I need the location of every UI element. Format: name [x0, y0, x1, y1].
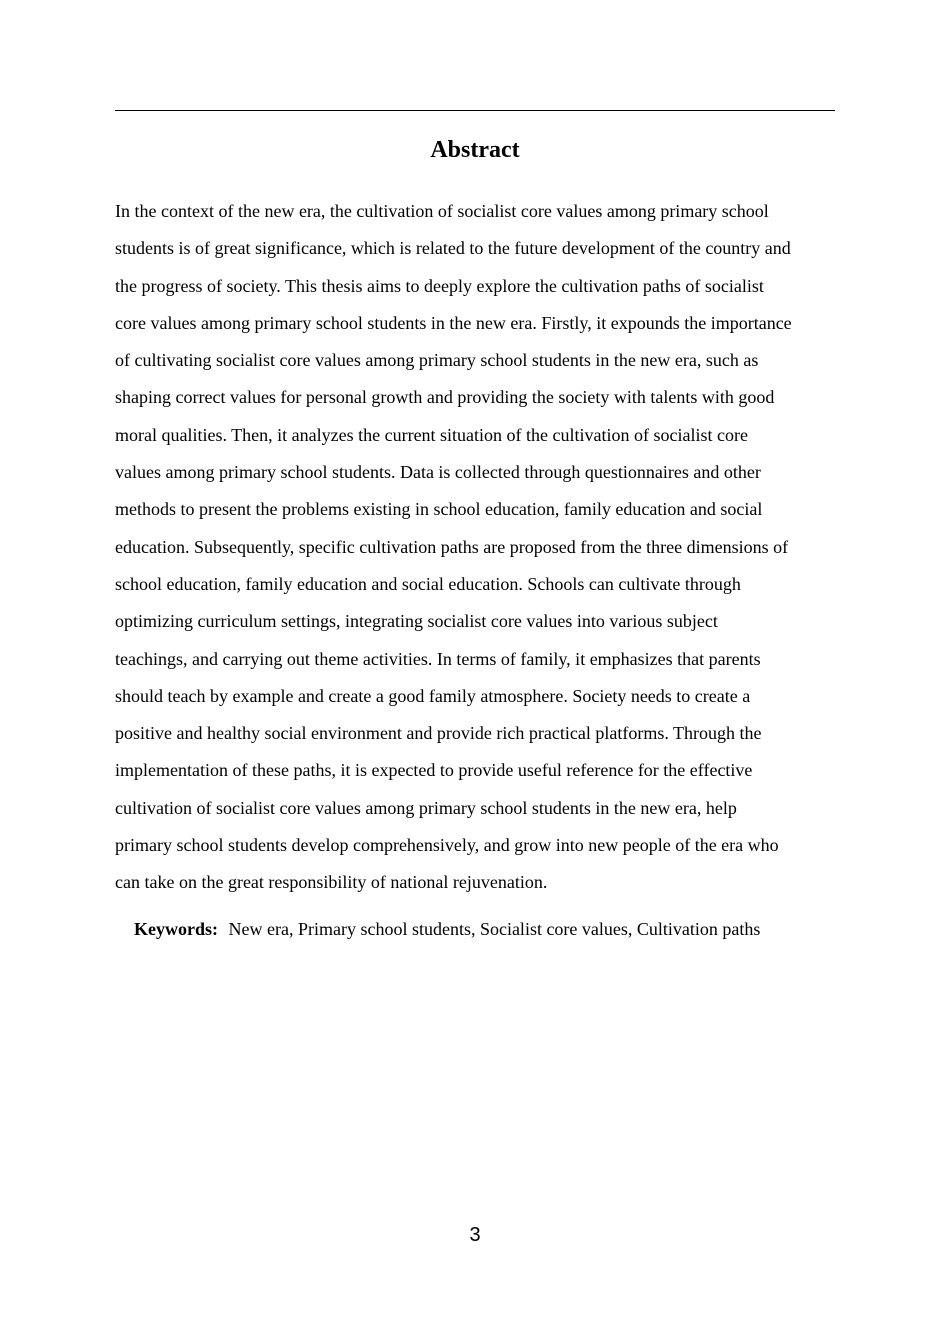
abstract-line: education. Subsequently, specific cultivation paths are proposed from the three dimensions of: [115, 536, 789, 557]
abstract-line: should teach by example and create a good family atmosphere. Society needs to create a: [115, 685, 751, 706]
abstract-line: students is of great significance, which is related to the future development of the country and: [115, 238, 791, 259]
abstract-line: cultivation of socialist core values among primary school students in the new era, help: [115, 797, 737, 818]
abstract-line: primary school students develop comprehensively, and grow into new people of the era who: [115, 835, 779, 856]
abstract-line: optimizing curriculum settings, integrating socialist core values into various subject: [115, 611, 718, 632]
abstract-line: positive and healthy social environment and provide rich practical platforms. Through the: [115, 723, 762, 744]
abstract-line: implementation of these paths, it is expected to provide useful reference for the effective: [115, 760, 753, 781]
header-rule: [115, 110, 835, 111]
abstract-line: teachings, and carrying out theme activities. In terms of family, it emphasizes that parents: [115, 648, 761, 669]
abstract-line: school education, family education and social education. Schools can cultivate through: [115, 573, 741, 594]
keywords-line: [134, 912, 834, 946]
abstract-line: methods to present the problems existing in school education, family education and social: [115, 499, 763, 520]
abstract-line: In the context of the new era, the cultivation of socialist core values among primary school: [115, 201, 769, 221]
abstract-line: core values among primary school students in the new era. Firstly, it expounds the importance: [115, 312, 792, 333]
keywords-label: Keywords:: [134, 919, 218, 939]
abstract-line: values among primary school students. Data is collected through questionnaires and other: [115, 462, 761, 483]
abstract-body: [115, 193, 835, 902]
page-number: 3: [469, 1224, 481, 1246]
keywords-text: New era, Primary school students, Socialist core values, Cultivation paths: [228, 919, 761, 939]
abstract-line: can take on the great responsibility of national rejuvenation.: [115, 872, 548, 893]
abstract-line: of cultivating socialist core values among primary school students in the new era, such as: [115, 350, 759, 371]
abstract-line: moral qualities. Then, it analyzes the current situation of the cultivation of socialist core: [115, 424, 748, 445]
abstract-line: shaping correct values for personal growth and providing the society with talents with good: [115, 387, 775, 408]
abstract-line: the progress of society. This thesis aims to deeply explore the cultivation paths of socialist: [115, 275, 764, 296]
abstract-title: Abstract: [430, 137, 520, 163]
